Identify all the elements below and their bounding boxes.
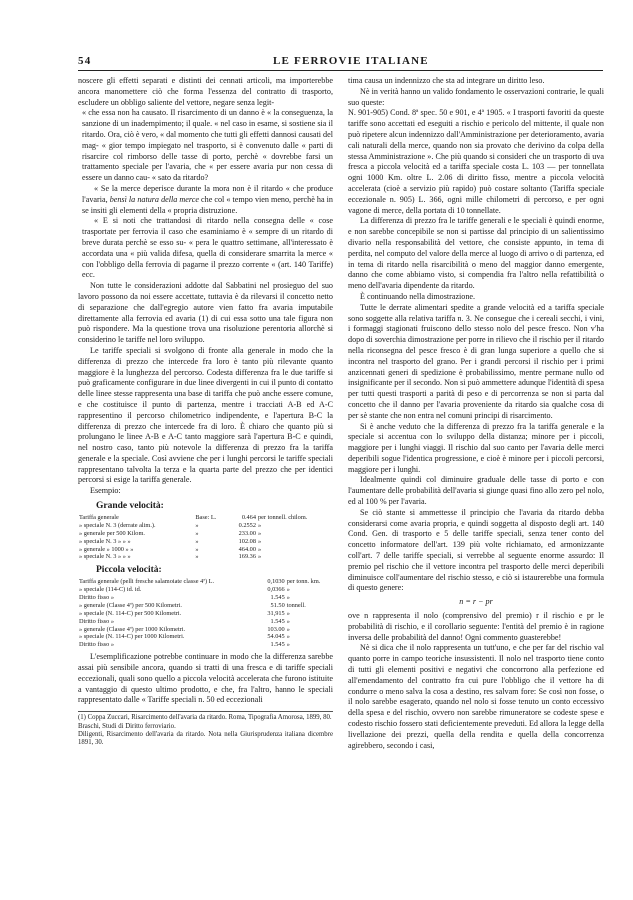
table-row bbox=[78, 594, 333, 602]
paragraph: Se ciò stante si ammettesse il principio che l'avaria da ritardo debba considerarsi come avaria propria, e quindi soggetta al disposto degli art. 140 Cond. Gen. di trasporto e 5 delle tariffe speciali, senza tener conto del concetto informatore dell'art. 139 più volte richiamato, ed armonizzante coll'art. 7 delle tariffe speciali, si verrebbe al seguente enorme assurdo: Il premio pel rischio che il vettore incontra pel trasporto delle merci deperibili diminuisce coll'aumentare del rischio stesso, e ciò si istaurerebbe una formula di questo genere: bbox=[348, 507, 604, 593]
table-cell: » generale » 1000 » » bbox=[79, 545, 134, 553]
table-row bbox=[78, 546, 333, 554]
table-row bbox=[78, 641, 333, 649]
table-cell: 102.08 bbox=[238, 537, 256, 545]
paragraph: Nè si dica che il nolo rappresenta un tutt'uno, e che per far del rischio val quanto porre in campo teoriche insussistenti. Il nolo nel trasporto tiene conto di tutti gli elementi positivi e negativi che concorrono alla perfezione ed all'emendamento del contratto fra cui pure l'obbligo che il vettore ha di condurre o meno salva la cosa a destino, res salvam fore: Se così non fosse, o il nolo sarebbe esagerato, quando nel nolo si fosse tenuto un conto eccessivo della spesa e del rischio, ovvero non sarebbe rimuneratore se codeste spese e codesto rischio fossero stati deficientemente preveduti. Ed allora la legge della livellazione dei prezzi, quella della rendita e quella della concorrenza agirebbero, secondo i casi, bbox=[348, 643, 604, 750]
table-cell: Base: L. bbox=[195, 513, 217, 521]
table-cell: Diritto fisso » bbox=[79, 593, 114, 601]
table-cell: » bbox=[257, 529, 262, 537]
table-cell: » speciale (N. 114-C) per 1000 Kilometri. bbox=[79, 633, 185, 641]
paragraph: noscere gli effetti separati e distinti dei cennati articoli, ma importerebbe ancora manomettere ciò che forma l'essenza del contratto di trasporto, escludere un obbligo saliente del vettore, negare senza legit- bbox=[78, 76, 333, 107]
table-cell: » bbox=[257, 553, 262, 561]
table-cell: » bbox=[257, 537, 262, 545]
paragraph: Si è anche veduto che la differenza di prezzo fra la tariffa generale e la speciale si accentua con lo sviluppo della distanza; minore per i piccoli, maggiore per i lunghi viaggi. Il rischio dal suo canto per l'avaria delle merci deperibili sogue l'identica progressione, e cioè è minore per i piccoli percorsi, maggiore per i lunghi. bbox=[348, 421, 604, 474]
quote-paragraph: « Se la merce deperisce durante la mora non è il ritardo « che produce l'avaria, bensì la natura della merce che col « tempo vien meno, perchè ha in se insiti gli elementi della « propria distruzione. bbox=[82, 183, 333, 215]
table-cell: » generale (Classe 4ª) per 1000 Kilometri. bbox=[79, 625, 186, 633]
paragraph: tima causa un indennizzo che sta ad integrare un diritto leso. bbox=[348, 76, 545, 85]
paragraph: Idealmente quindi col diminuire graduale delle tasse di porto e con l'aumentare delle probabilità dell'avaria si giunge quasi fino allo zero pel nolo, ed al 100 % per l'avaria. bbox=[348, 475, 604, 507]
table-cell: » speciale N. 3 (derrate alim.). bbox=[79, 521, 156, 529]
table-cell: 31,915 bbox=[267, 609, 285, 617]
table-cell: » speciale N. 3 » » » bbox=[79, 553, 131, 561]
footnote: Diligenti, Risarcimento dell'avaria da ritardo. Nota nella Giurisprudenza italiana dicembre 1891, 30. bbox=[78, 731, 333, 747]
table-row bbox=[78, 553, 333, 561]
table-cell: » generale (Classe 4ª) per 500 Kilometri. bbox=[79, 601, 182, 609]
paragraph: Nè in verità hanno un valido fondamento le osservazioni contrarie, le quali suo queste: bbox=[348, 86, 604, 107]
piccola-velocita-table bbox=[78, 578, 333, 649]
table-row bbox=[78, 610, 333, 618]
paragraph: Le tariffe speciali si svolgono di fronte alla generale in modo che la differenza di prezzo che intercede fra loro è tanto più rilevante quanto maggiore è la lunghezza del percorso. Codesta differenza fra le due tariffe si può graficamente configurare in due linee divergenti in cui il punto di contatto delle linee stesse rappresenta una base di tariffa che può anche essere comune, e che costituisce il punto di partenza, mentre i tracciati A-B ed A-C rappresentino il percorso chilometrico indipendente, e l'apertura B-C la differenza di prezzo che intercede fra di loro. È chiaro che quanto più si prolungano le linee A-B e A-C tanto maggiore sarà l'apertura B-C e quindi, nel nostro caso, tanto più notevole la differenza di prezzo fra la tariffa generale e la speciale. Così avviene che per i lunghi percorsi le tariffe speciali rappresentano talvolta la terza e la quarta parte del prezzo che per identici percorsi si esige la tariffa generale. bbox=[78, 345, 333, 485]
paragraph: ove n rappresenta il nolo (comprensivo del premio) r il rischio e pr le probabilità di rischio, e il corollario seguente: l'entità del premio è in ragione inversa delle probabilità del danno! Ogni commento guasterebbe! bbox=[348, 611, 604, 642]
header-rule bbox=[78, 70, 603, 71]
paragraph: Tutte le derrate alimentari spedite a grande velocità ed a tariffa speciale sono soggette alla relativa tariffa n. 3. Ne consegue che i cereali secchi, i vini, i formaggi stagionati fruiscono dello stesso nolo del pesce fresco. Non v'ha dopo di soverchia dimostrazione per porre in rilievo che il rischio per il ritardo nella riconsegna del pesce fresco è di gran lunga superiore a quello che si incontra nel trasporto del grano. Per i grandi percorsi il rischio per i primi anzicennati generi di spedizione è probabilissimo, mentre permane nullo od insignificante per il secondo. Non si può ammettere adunque l'identità di spesa per tutti questi trasporti a parità di peso e di percorrenza se non si parta dal concetto che il danno per l'avaria proveniente da ritardo sia qualche cosa di per sè stante che non entra nel comuni principi di risarcimento. bbox=[348, 302, 604, 420]
table-cell: 51.50 bbox=[270, 601, 285, 609]
table-cell: » bbox=[257, 545, 262, 553]
table-cell: » bbox=[286, 593, 290, 601]
table-cell: » bbox=[286, 609, 290, 617]
grande-velocita-title: Grande velocità: bbox=[96, 501, 164, 512]
left-column bbox=[78, 76, 333, 876]
table-cell: 103.00 bbox=[267, 625, 285, 633]
table-cell: tonnell. bbox=[286, 601, 306, 609]
table-cell: Diritto fisso » bbox=[79, 641, 114, 649]
table-cell: » bbox=[286, 586, 290, 594]
table-cell: 0.464 bbox=[241, 513, 256, 521]
table-cell: » bbox=[286, 617, 290, 625]
piccola-velocita-title: Piccola velocità: bbox=[96, 565, 162, 576]
table-cell: Diritto fisso » bbox=[79, 617, 114, 625]
table-cell: » bbox=[257, 521, 262, 529]
table-cell: Tariffa generale (pelli fresche salamoiate classe 4ª) L. bbox=[79, 578, 215, 586]
table-cell: 54.045 bbox=[267, 633, 285, 641]
table-cell: » speciale (N. 114-C) per 500 Kilometri. bbox=[79, 609, 182, 617]
page-number: 54 bbox=[78, 55, 92, 67]
paragraph: Non tutte le considerazioni addotte dal Sabbatini nel prosieguo del suo lavoro possono da noi essere accettate, tuttavia è da rilevarsi il concetto netto di separazione che dall'egregio autore vien fatto fra avaria imputabile direttamente alla ferrovia ed avaria (1) di cui essa sotto una tale figura non può rispondere. Ma la questione trova una risoluzione perentoria allorchè si considerino le tariffe nel loro sviluppo. bbox=[78, 281, 333, 345]
formula: n = r − pr bbox=[459, 597, 493, 607]
table-cell: 464.00 bbox=[238, 545, 256, 553]
table-row bbox=[78, 538, 333, 546]
table-cell: 1.545 bbox=[270, 617, 285, 625]
table-cell: » bbox=[286, 625, 290, 633]
table-cell: 0,1030 bbox=[267, 578, 285, 586]
paragraph: N. 901-905) Cond. 8ª spec. 50 e 901, e 4ª 1905. « I trasporti favoriti da queste tariffe sono accettati ed eseguiti a rischio e pericolo del mittente, il quale non può ripetere alcun indennizzo dall'Amministrazione per deterioramento, avaria cali naturali della merce, quando non sia provato che derivino da colpa della stessa Amministrazione ». Che più quando si consideri che un trasporto di uva fresca a piccola velocità ed a tariffa speciale costa L. 103 — per tonnellata ogni 1000 Km. oltre L. 2.06 di diritto fisso, mentre a piccola velocità accelerata (cioè a servizio più rapido) può costare soltanto (Tariffa speciale eccezionale n. 905) L. 366, ogni mille chilometri di percorso, e per ogni vagone di merce, della portata di 10 tonnellate. bbox=[348, 108, 604, 215]
table-row bbox=[78, 586, 333, 594]
table-cell: » speciale (114-C) id. id. bbox=[79, 586, 142, 594]
table-cell: 233.00 bbox=[238, 529, 256, 537]
table-row bbox=[78, 626, 333, 634]
footnote: (1) Coppa Zuccari, Risarcimento dell'avaria da ritardo. Roma, Tipografia Amorosa, 1899, 80. bbox=[78, 714, 332, 722]
table-cell: 1.545 bbox=[270, 593, 285, 601]
table-cell: » bbox=[195, 545, 199, 553]
quote-paragraph: « E si noti che trattandosi di ritardo nella consegna delle « cose trasportate per ferrovia il caso che esaminiamo è « sempre di un ritardo di breve durata perchè se esso su- « pera le quattro settimane, all'interessato è accordata una « più valida difesa, quella di considerare smarrita la merce « con l'obbligo della ferrovia di pagarne il prezzo corrente « (art. 140 Tariffe) ecc. bbox=[82, 216, 333, 280]
running-title: LE FERROVIE ITALIANE bbox=[273, 55, 429, 67]
footnote: Braschi, Studi di Diritto ferroviario. bbox=[78, 722, 176, 730]
table-row bbox=[78, 514, 333, 522]
table-cell: 0,0366 bbox=[267, 586, 285, 594]
table-cell: per tonnell. chilom. bbox=[257, 513, 308, 521]
table-cell: Tariffa generale bbox=[79, 513, 119, 521]
table-cell: » bbox=[195, 537, 199, 545]
table-cell: » bbox=[195, 553, 199, 561]
grande-velocita-table bbox=[78, 514, 333, 561]
table-cell: » bbox=[195, 529, 199, 537]
footnotes bbox=[78, 711, 333, 748]
running-header bbox=[78, 55, 603, 69]
table-cell: » speciale N. 3 » » » bbox=[79, 537, 131, 545]
right-column bbox=[348, 76, 604, 876]
table-row bbox=[78, 578, 333, 586]
table-cell: » bbox=[195, 521, 199, 529]
example-label: Esempio: bbox=[90, 486, 121, 496]
table-cell: 169.36 bbox=[238, 553, 256, 561]
table-cell: per tonn. km. bbox=[286, 578, 321, 586]
table-row bbox=[78, 530, 333, 538]
table-cell: » bbox=[286, 633, 290, 641]
table-cell: 0.2552 bbox=[238, 521, 256, 529]
table-cell: » generale per 500 Kilom. bbox=[79, 529, 145, 537]
paragraph: È continuando nella dimostrazione. bbox=[360, 291, 476, 301]
table-row bbox=[78, 633, 333, 641]
table-row bbox=[78, 522, 333, 530]
quote-paragraph: « che essa non ha causato. Il risarcimento di un danno è « la conseguenza, la sanzione di un inadempimento; il quale. « nel caso in esame, si sostiene sia il ritardo. Ora, ciò è vero, « dal momento che tutti gli effetti dannosi causati del mag- « gior tempo impiegato nel trasporto, si è convenuto dalle « parti di risarcire col rimborso delle tasse di porto, perchè « dovrebbe farsi un trattamento speciale per l'avaria, che « per essere avaria pur non cessa di essere un danno cau- « sato da ritardo? bbox=[82, 108, 333, 183]
table-cell: 1.545 bbox=[270, 641, 285, 649]
table-cell: » bbox=[286, 641, 290, 649]
table-row bbox=[78, 618, 333, 626]
table-row bbox=[78, 602, 333, 610]
paragraph: La differenza di prezzo fra le tariffe generali e le speciali è quindi enorme, e non sarebbe concepibile se non si partisse dal principio di un salientissimo divario nella responsabilità del vettore, che consiste appunto, in tema di perdita, nel computo del valore della merce al luogo di arrivo o di partenza, ed in tema di ritardo nella risarcibilità o meno del maggior danno emergente, danno che come abbiamo visto, si compendia fra l'altro nella refattibilità o meno dell'avaria dipendente da ritardo. bbox=[348, 216, 604, 291]
paragraph: L'esemplificazione potrebbe continuare in modo che la differenza sarebbe assai più sensibile ancora, quando si tratti di una fresca e di tariffe speciali eccezionali, quali sono quello a piccola velocità accelerata che furono istituite a vantaggio di questo ultimo prodotto, e che, fra l'altro, hanno le speciali rappresentato dalle « Tariffe speciali n. 50 ed eccezionali bbox=[78, 652, 333, 705]
